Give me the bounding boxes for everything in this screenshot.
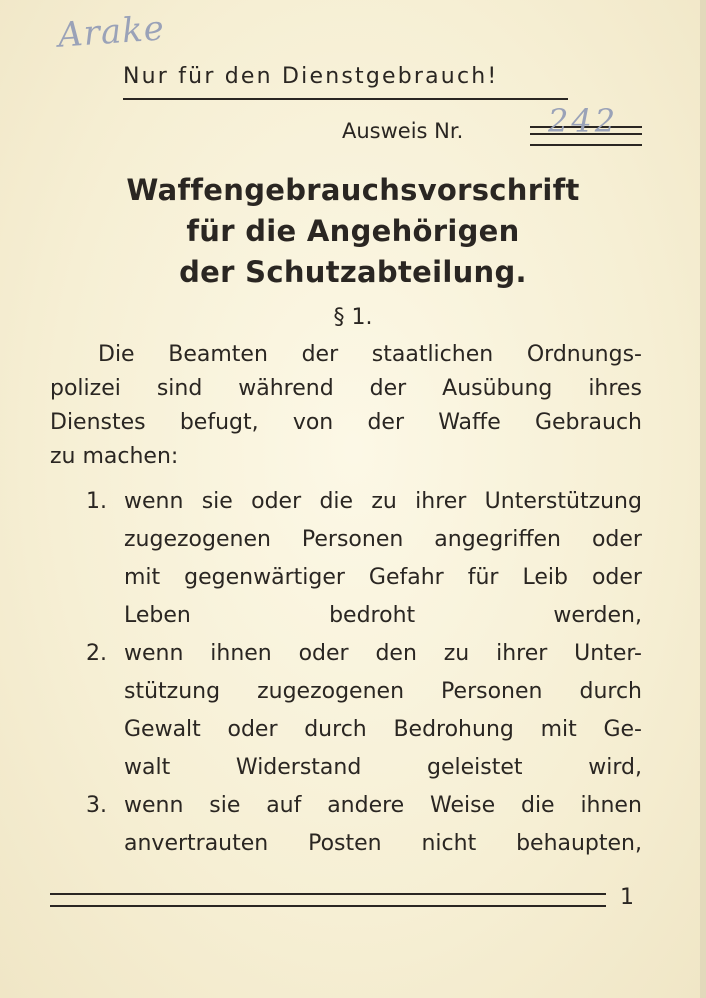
intro-line: Die Beamten der staatlichen Ordnungs-	[98, 342, 642, 367]
restricted-notice: Nur für den Dienstgebrauch!	[123, 64, 499, 89]
title-line: Waffengebrauchsvorschrift	[126, 173, 580, 207]
intro-line: Dienstes befugt, von der Waffe Gebrauch	[50, 410, 642, 435]
footer-double-rule	[50, 893, 606, 907]
item-line: wenn sie oder die zu ihrer Unterstützung	[124, 489, 642, 514]
item-line: walt Widerstand geleistet wird,	[124, 755, 642, 780]
handwritten-name: Arake	[56, 8, 167, 56]
item-number: 2.	[86, 641, 107, 666]
item-line: wenn ihnen oder den zu ihrer Unter-	[124, 641, 642, 666]
page-edge	[700, 0, 706, 998]
list-item	[50, 483, 642, 635]
title-line: der Schutzabteilung.	[179, 255, 527, 289]
intro-line: zu machen:	[50, 444, 179, 469]
item-line: Leben bedroht werden,	[124, 603, 642, 628]
restricted-underline	[123, 98, 568, 100]
conditions-list	[50, 483, 642, 863]
list-item	[50, 787, 642, 863]
item-number: 3.	[86, 793, 107, 818]
id-number-handwritten: 242	[548, 102, 619, 140]
document-title	[60, 170, 646, 293]
item-line: Gewalt oder durch Bedrohung mit Ge-	[124, 717, 642, 742]
section-intro	[50, 338, 642, 474]
list-item	[50, 635, 642, 787]
item-line: zugezogenen Personen angegriffen oder	[124, 527, 642, 552]
title-line: für die Angehörigen	[186, 214, 520, 248]
item-line: mit gegenwärtiger Gefahr für Leib oder	[124, 565, 642, 590]
item-line: anvertrauten Posten nicht behaupten,	[124, 831, 642, 856]
section-mark: § 1.	[333, 305, 373, 330]
id-label: Ausweis Nr.	[342, 119, 464, 143]
item-number: 1.	[86, 489, 107, 514]
item-line: wenn sie auf andere Weise die ihnen	[124, 793, 642, 818]
item-line: stützung zugezogenen Personen durch	[124, 679, 642, 704]
intro-line: polizei sind während der Ausübung ihres	[50, 376, 642, 401]
page-number: 1	[620, 885, 634, 910]
